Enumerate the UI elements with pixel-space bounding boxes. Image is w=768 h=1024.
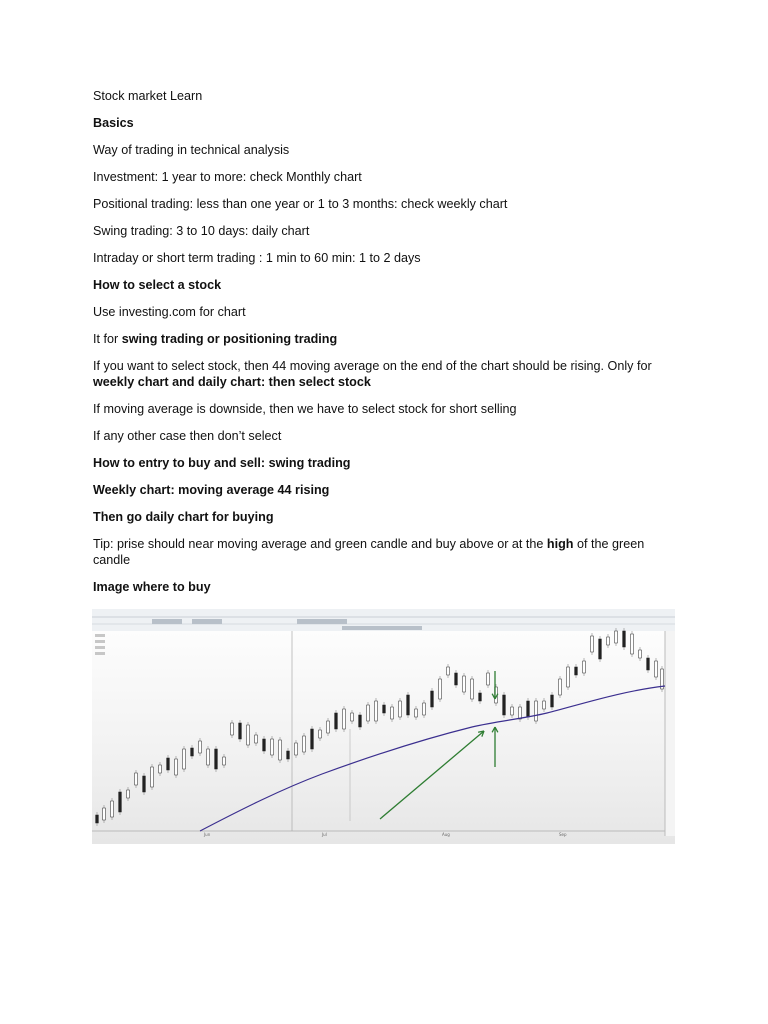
candle bbox=[607, 637, 610, 645]
candle bbox=[391, 707, 394, 719]
candle bbox=[615, 631, 618, 643]
candle bbox=[359, 715, 362, 727]
candle bbox=[303, 736, 306, 752]
price-axis bbox=[665, 631, 675, 836]
candle bbox=[503, 695, 506, 715]
investment-line bbox=[93, 169, 683, 185]
axis-label-jun: Jun bbox=[204, 832, 211, 837]
heading-select-stock bbox=[93, 277, 683, 293]
investment-line-segment: Investment: 1 year to more: check Monthly chart bbox=[93, 170, 362, 184]
candle bbox=[599, 639, 602, 659]
candle bbox=[143, 776, 146, 792]
moving-average-rule bbox=[93, 358, 683, 390]
candle bbox=[183, 749, 186, 769]
candle bbox=[151, 767, 154, 787]
heading-image-segment: Image where to buy bbox=[93, 580, 211, 594]
candle bbox=[471, 679, 474, 699]
positional-line-segment: Positional trading: less than one year or 1 to 3 months: check weekly chart bbox=[93, 197, 508, 211]
candle bbox=[231, 723, 234, 735]
positional-line bbox=[93, 196, 683, 212]
candle bbox=[287, 751, 290, 759]
candle bbox=[215, 749, 218, 769]
axis-label-jul: Jul bbox=[322, 832, 327, 837]
candle bbox=[439, 679, 442, 699]
intraday-line-segment: Intraday or short term trading : 1 min to 60 min: 1 to 2 days bbox=[93, 251, 421, 265]
candle bbox=[415, 709, 418, 717]
candle bbox=[567, 667, 570, 687]
candle bbox=[319, 730, 322, 738]
candle bbox=[311, 729, 314, 749]
candle bbox=[535, 701, 538, 721]
doc-title bbox=[93, 88, 683, 104]
daily-buying bbox=[93, 509, 683, 525]
investing-line-segment: Use investing.com for chart bbox=[93, 305, 246, 319]
candle bbox=[527, 701, 530, 717]
candle bbox=[639, 650, 642, 658]
short-selling-rule bbox=[93, 401, 683, 417]
investing-line bbox=[93, 304, 683, 320]
tip-line bbox=[93, 536, 683, 568]
intraday-line bbox=[93, 250, 683, 266]
axis-label-aug: Aug bbox=[442, 832, 450, 837]
trading-ways-intro-segment: Way of trading in technical analysis bbox=[93, 143, 290, 157]
candle bbox=[455, 673, 458, 685]
heading-image bbox=[93, 579, 683, 595]
heading-entry bbox=[93, 455, 683, 471]
swing-positioning-line bbox=[93, 331, 683, 347]
candle bbox=[431, 691, 434, 707]
candle bbox=[295, 743, 298, 755]
candle bbox=[103, 808, 106, 820]
swing-positioning-line-segment: swing trading or positioning trading bbox=[121, 332, 338, 346]
candle bbox=[423, 703, 426, 715]
candle bbox=[543, 701, 546, 709]
heading-select-stock-segment: How to select a stock bbox=[93, 278, 222, 292]
candle bbox=[343, 709, 346, 729]
swing-line-segment: Swing trading: 3 to 10 days: daily chart bbox=[93, 224, 310, 238]
heading-basics bbox=[93, 115, 683, 131]
candle bbox=[631, 634, 634, 654]
candle bbox=[511, 707, 514, 715]
candle bbox=[263, 739, 266, 751]
swing-line bbox=[93, 223, 683, 239]
candle bbox=[647, 658, 650, 670]
candle bbox=[559, 679, 562, 695]
chart-screenshot bbox=[92, 609, 675, 844]
candle bbox=[207, 749, 210, 765]
candle bbox=[487, 673, 490, 685]
tip-line-segment: Tip: prise should near moving average and green candle and buy above or at the bbox=[93, 537, 547, 551]
candle bbox=[519, 707, 522, 719]
candle bbox=[583, 661, 586, 673]
candle bbox=[383, 705, 386, 713]
candle bbox=[655, 661, 658, 677]
candle bbox=[255, 735, 258, 743]
moving-average-rule-segment: If you want to select stock, then 44 moving average on the end of the chart should be rising. Only for bbox=[93, 359, 652, 373]
candle bbox=[159, 765, 162, 773]
tip-line-segment: of the green candle bbox=[93, 537, 645, 567]
candle bbox=[335, 713, 338, 729]
candle bbox=[575, 667, 578, 675]
candle bbox=[351, 713, 354, 721]
daily-buying-segment: Then go daily chart for buying bbox=[93, 510, 274, 524]
candle bbox=[375, 701, 378, 721]
candlestick-chart bbox=[92, 609, 675, 844]
candle bbox=[191, 748, 194, 756]
candle bbox=[623, 631, 626, 647]
candle bbox=[399, 701, 402, 717]
candle bbox=[367, 705, 370, 721]
heading-entry-segment: How to entry to buy and sell: swing trading bbox=[93, 456, 351, 470]
weekly-rising bbox=[93, 482, 683, 498]
candle bbox=[119, 792, 122, 812]
weekly-rising-segment: Weekly chart: moving average 44 rising bbox=[93, 483, 330, 497]
doc-title-segment: Stock market Learn bbox=[93, 89, 203, 103]
document-text bbox=[93, 88, 683, 606]
candle bbox=[111, 801, 114, 817]
candle bbox=[167, 758, 170, 770]
candle bbox=[479, 693, 482, 701]
chart-background bbox=[92, 609, 675, 844]
candle bbox=[127, 790, 130, 798]
candle bbox=[271, 739, 274, 755]
candle bbox=[175, 759, 178, 775]
candle bbox=[135, 773, 138, 785]
candle bbox=[223, 757, 226, 765]
candle bbox=[551, 695, 554, 707]
candle bbox=[591, 636, 594, 652]
candle bbox=[463, 676, 466, 692]
trading-ways-intro bbox=[93, 142, 683, 158]
candle bbox=[407, 695, 410, 715]
swing-positioning-line-segment: It for bbox=[93, 332, 122, 346]
candle bbox=[239, 723, 242, 739]
other-case-rule-segment: If any other case then don’t select bbox=[93, 429, 282, 443]
candle bbox=[279, 740, 282, 760]
candle bbox=[199, 741, 202, 753]
short-selling-rule-segment: If moving average is downside, then we have to select stock for short selling bbox=[93, 402, 517, 416]
candle bbox=[327, 721, 330, 733]
tip-line-segment: high bbox=[546, 537, 574, 551]
candle bbox=[96, 815, 99, 823]
candle bbox=[247, 725, 250, 745]
moving-average-rule-segment: weekly chart and daily chart: then select stock bbox=[93, 375, 371, 389]
heading-basics-segment: Basics bbox=[93, 116, 134, 130]
other-case-rule bbox=[93, 428, 683, 444]
axis-label-sep: Sep bbox=[559, 832, 567, 837]
candle bbox=[447, 667, 450, 675]
